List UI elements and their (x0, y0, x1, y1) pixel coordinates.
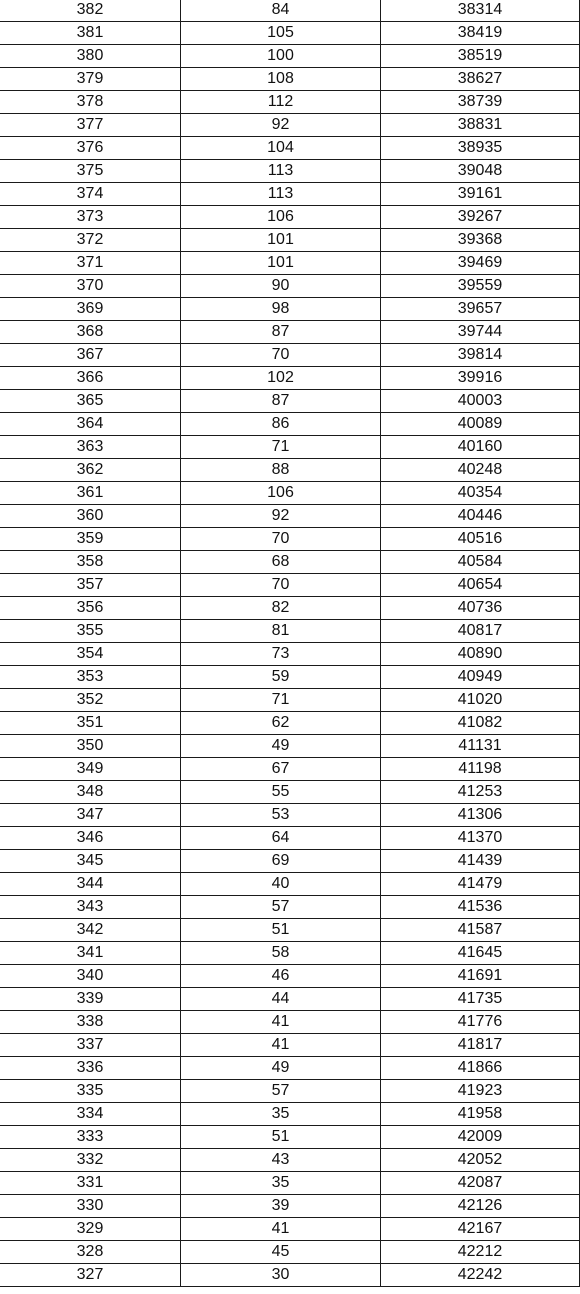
cumulative-count-cell: 38314 (381, 0, 580, 22)
table-row (0, 597, 580, 620)
table-row (0, 22, 580, 45)
table-row (0, 459, 580, 482)
count-cell: 101 (181, 229, 381, 252)
count-cell: 41 (181, 1034, 381, 1057)
table-row (0, 114, 580, 137)
table-row (0, 735, 580, 758)
cumulative-count-cell: 41776 (381, 1011, 580, 1034)
score-cell: 376 (0, 137, 181, 160)
score-cell: 330 (0, 1195, 181, 1218)
table-row (0, 689, 580, 712)
cumulative-count-cell: 38935 (381, 137, 580, 160)
score-cell: 358 (0, 551, 181, 574)
score-cell: 375 (0, 160, 181, 183)
score-cell: 341 (0, 942, 181, 965)
count-cell: 45 (181, 1241, 381, 1264)
score-cell: 366 (0, 367, 181, 390)
score-cell: 353 (0, 666, 181, 689)
score-cell: 371 (0, 252, 181, 275)
table-row (0, 896, 580, 919)
score-cell: 333 (0, 1126, 181, 1149)
table-row (0, 804, 580, 827)
cumulative-count-cell: 42009 (381, 1126, 580, 1149)
count-cell: 73 (181, 643, 381, 666)
score-cell: 332 (0, 1149, 181, 1172)
cumulative-count-cell: 38627 (381, 68, 580, 91)
score-cell: 347 (0, 804, 181, 827)
score-cell: 368 (0, 321, 181, 344)
cumulative-count-cell: 42212 (381, 1241, 580, 1264)
table-row (0, 528, 580, 551)
count-cell: 86 (181, 413, 381, 436)
score-cell: 364 (0, 413, 181, 436)
table-row (0, 275, 580, 298)
table-row (0, 1034, 580, 1057)
cumulative-count-cell: 41479 (381, 873, 580, 896)
count-cell: 71 (181, 689, 381, 712)
score-cell: 342 (0, 919, 181, 942)
score-cell: 329 (0, 1218, 181, 1241)
table-row (0, 1241, 580, 1264)
table-row (0, 298, 580, 321)
score-cell: 377 (0, 114, 181, 137)
count-cell: 98 (181, 298, 381, 321)
cumulative-count-cell: 41536 (381, 896, 580, 919)
table-row (0, 367, 580, 390)
table-row (0, 758, 580, 781)
count-cell: 39 (181, 1195, 381, 1218)
score-cell: 374 (0, 183, 181, 206)
table-row (0, 137, 580, 160)
table-row (0, 827, 580, 850)
table-row (0, 781, 580, 804)
count-cell: 35 (181, 1172, 381, 1195)
score-cell: 339 (0, 988, 181, 1011)
score-cell: 340 (0, 965, 181, 988)
count-cell: 81 (181, 620, 381, 643)
cumulative-count-cell: 40817 (381, 620, 580, 643)
count-cell: 58 (181, 942, 381, 965)
count-cell: 62 (181, 712, 381, 735)
cumulative-count-cell: 40089 (381, 413, 580, 436)
score-cell: 348 (0, 781, 181, 804)
score-cell: 334 (0, 1103, 181, 1126)
table-row (0, 505, 580, 528)
table-row (0, 436, 580, 459)
cumulative-count-cell: 39048 (381, 160, 580, 183)
count-cell: 108 (181, 68, 381, 91)
cumulative-count-cell: 41735 (381, 988, 580, 1011)
count-cell: 70 (181, 344, 381, 367)
table-row (0, 965, 580, 988)
cumulative-count-cell: 41691 (381, 965, 580, 988)
count-cell: 87 (181, 321, 381, 344)
count-cell: 71 (181, 436, 381, 459)
table-row (0, 988, 580, 1011)
cumulative-count-cell: 41587 (381, 919, 580, 942)
count-cell: 104 (181, 137, 381, 160)
table-row (0, 620, 580, 643)
table-row (0, 1103, 580, 1126)
table-row (0, 482, 580, 505)
score-cell: 327 (0, 1264, 181, 1287)
table-row (0, 390, 580, 413)
count-cell: 55 (181, 781, 381, 804)
score-cell: 350 (0, 735, 181, 758)
table-row (0, 551, 580, 574)
cumulative-count-cell: 41198 (381, 758, 580, 781)
count-cell: 51 (181, 1126, 381, 1149)
table-row (0, 850, 580, 873)
cumulative-count-cell: 40003 (381, 390, 580, 413)
count-cell: 102 (181, 367, 381, 390)
cumulative-count-cell: 41082 (381, 712, 580, 735)
count-cell: 41 (181, 1218, 381, 1241)
cumulative-count-cell: 39267 (381, 206, 580, 229)
table-row (0, 919, 580, 942)
count-cell: 82 (181, 597, 381, 620)
count-cell: 105 (181, 22, 381, 45)
cumulative-count-cell: 39916 (381, 367, 580, 390)
score-cell: 351 (0, 712, 181, 735)
table-row (0, 91, 580, 114)
score-cell: 369 (0, 298, 181, 321)
score-cell: 346 (0, 827, 181, 850)
score-cell: 359 (0, 528, 181, 551)
table-row (0, 206, 580, 229)
score-cell: 343 (0, 896, 181, 919)
count-cell: 49 (181, 735, 381, 758)
count-cell: 51 (181, 919, 381, 942)
cumulative-count-cell: 42087 (381, 1172, 580, 1195)
table-row (0, 712, 580, 735)
count-cell: 68 (181, 551, 381, 574)
cumulative-count-cell: 41817 (381, 1034, 580, 1057)
score-cell: 367 (0, 344, 181, 367)
score-cell: 349 (0, 758, 181, 781)
table-row (0, 1218, 580, 1241)
cumulative-count-cell: 40248 (381, 459, 580, 482)
cumulative-count-cell: 40736 (381, 597, 580, 620)
count-cell: 40 (181, 873, 381, 896)
score-cell: 355 (0, 620, 181, 643)
score-cell: 357 (0, 574, 181, 597)
count-cell: 57 (181, 1080, 381, 1103)
cumulative-count-cell: 41370 (381, 827, 580, 850)
score-cell: 372 (0, 229, 181, 252)
count-cell: 70 (181, 574, 381, 597)
score-cell: 336 (0, 1057, 181, 1080)
cumulative-count-cell: 39744 (381, 321, 580, 344)
cumulative-count-cell: 40654 (381, 574, 580, 597)
table-row (0, 321, 580, 344)
count-cell: 112 (181, 91, 381, 114)
cumulative-count-cell: 39559 (381, 275, 580, 298)
cumulative-count-cell: 41866 (381, 1057, 580, 1080)
count-cell: 41 (181, 1011, 381, 1034)
cumulative-count-cell: 40890 (381, 643, 580, 666)
count-cell: 113 (181, 183, 381, 206)
count-cell: 69 (181, 850, 381, 873)
table-row (0, 0, 580, 22)
score-cell: 331 (0, 1172, 181, 1195)
count-cell: 70 (181, 528, 381, 551)
table-row (0, 1057, 580, 1080)
score-cell: 382 (0, 0, 181, 22)
count-cell: 101 (181, 252, 381, 275)
score-cell: 360 (0, 505, 181, 528)
count-cell: 30 (181, 1264, 381, 1287)
count-cell: 106 (181, 206, 381, 229)
cumulative-count-cell: 42167 (381, 1218, 580, 1241)
count-cell: 88 (181, 459, 381, 482)
table-row (0, 229, 580, 252)
score-cell: 365 (0, 390, 181, 413)
table-row (0, 873, 580, 896)
score-cell: 370 (0, 275, 181, 298)
cumulative-count-cell: 40446 (381, 505, 580, 528)
table-row (0, 1264, 580, 1287)
cumulative-count-cell: 39814 (381, 344, 580, 367)
score-cell: 373 (0, 206, 181, 229)
score-cell: 380 (0, 45, 181, 68)
count-cell: 49 (181, 1057, 381, 1080)
cumulative-count-cell: 41958 (381, 1103, 580, 1126)
score-cell: 378 (0, 91, 181, 114)
score-cell: 344 (0, 873, 181, 896)
count-cell: 46 (181, 965, 381, 988)
table-row (0, 1080, 580, 1103)
table-row (0, 413, 580, 436)
cumulative-count-cell: 40354 (381, 482, 580, 505)
count-cell: 84 (181, 0, 381, 22)
count-cell: 92 (181, 505, 381, 528)
cumulative-count-cell: 41131 (381, 735, 580, 758)
score-cell: 354 (0, 643, 181, 666)
table-row (0, 183, 580, 206)
cumulative-count-cell: 42242 (381, 1264, 580, 1287)
count-cell: 43 (181, 1149, 381, 1172)
count-cell: 35 (181, 1103, 381, 1126)
cumulative-count-cell: 38739 (381, 91, 580, 114)
count-cell: 113 (181, 160, 381, 183)
table-row (0, 45, 580, 68)
table-row (0, 1149, 580, 1172)
table-row (0, 160, 580, 183)
table-row (0, 666, 580, 689)
table-row (0, 1011, 580, 1034)
score-cell: 381 (0, 22, 181, 45)
score-cell: 345 (0, 850, 181, 873)
count-cell: 90 (181, 275, 381, 298)
table-row (0, 574, 580, 597)
table-row (0, 942, 580, 965)
score-cell: 362 (0, 459, 181, 482)
cumulative-count-cell: 39161 (381, 183, 580, 206)
score-cell: 352 (0, 689, 181, 712)
score-cell: 356 (0, 597, 181, 620)
cumulative-count-cell: 42126 (381, 1195, 580, 1218)
count-cell: 92 (181, 114, 381, 137)
table-row (0, 1172, 580, 1195)
count-cell: 53 (181, 804, 381, 827)
score-cell: 335 (0, 1080, 181, 1103)
count-cell: 100 (181, 45, 381, 68)
count-cell: 57 (181, 896, 381, 919)
count-cell: 106 (181, 482, 381, 505)
cumulative-count-cell: 41645 (381, 942, 580, 965)
cumulative-count-cell: 38419 (381, 22, 580, 45)
score-cell: 379 (0, 68, 181, 91)
table-row (0, 252, 580, 275)
score-cell: 338 (0, 1011, 181, 1034)
score-cell: 328 (0, 1241, 181, 1264)
cumulative-count-cell: 38831 (381, 114, 580, 137)
count-cell: 44 (181, 988, 381, 1011)
count-cell: 87 (181, 390, 381, 413)
cumulative-count-cell: 39469 (381, 252, 580, 275)
cumulative-count-cell: 40584 (381, 551, 580, 574)
table-row (0, 1126, 580, 1149)
cumulative-count-cell: 41306 (381, 804, 580, 827)
cumulative-count-cell: 38519 (381, 45, 580, 68)
score-cell: 361 (0, 482, 181, 505)
table-row (0, 68, 580, 91)
cumulative-count-cell: 40160 (381, 436, 580, 459)
cumulative-count-cell: 40949 (381, 666, 580, 689)
cumulative-count-cell: 42052 (381, 1149, 580, 1172)
cumulative-count-cell: 39368 (381, 229, 580, 252)
cumulative-count-cell: 41253 (381, 781, 580, 804)
count-cell: 59 (181, 666, 381, 689)
table-row (0, 1195, 580, 1218)
cumulative-count-cell: 41020 (381, 689, 580, 712)
cumulative-count-cell: 40516 (381, 528, 580, 551)
score-cell: 363 (0, 436, 181, 459)
cumulative-count-cell: 39657 (381, 298, 580, 321)
cumulative-count-cell: 41439 (381, 850, 580, 873)
table-row (0, 344, 580, 367)
table-row (0, 643, 580, 666)
cumulative-count-cell: 41923 (381, 1080, 580, 1103)
score-cell: 337 (0, 1034, 181, 1057)
count-cell: 64 (181, 827, 381, 850)
count-cell: 67 (181, 758, 381, 781)
